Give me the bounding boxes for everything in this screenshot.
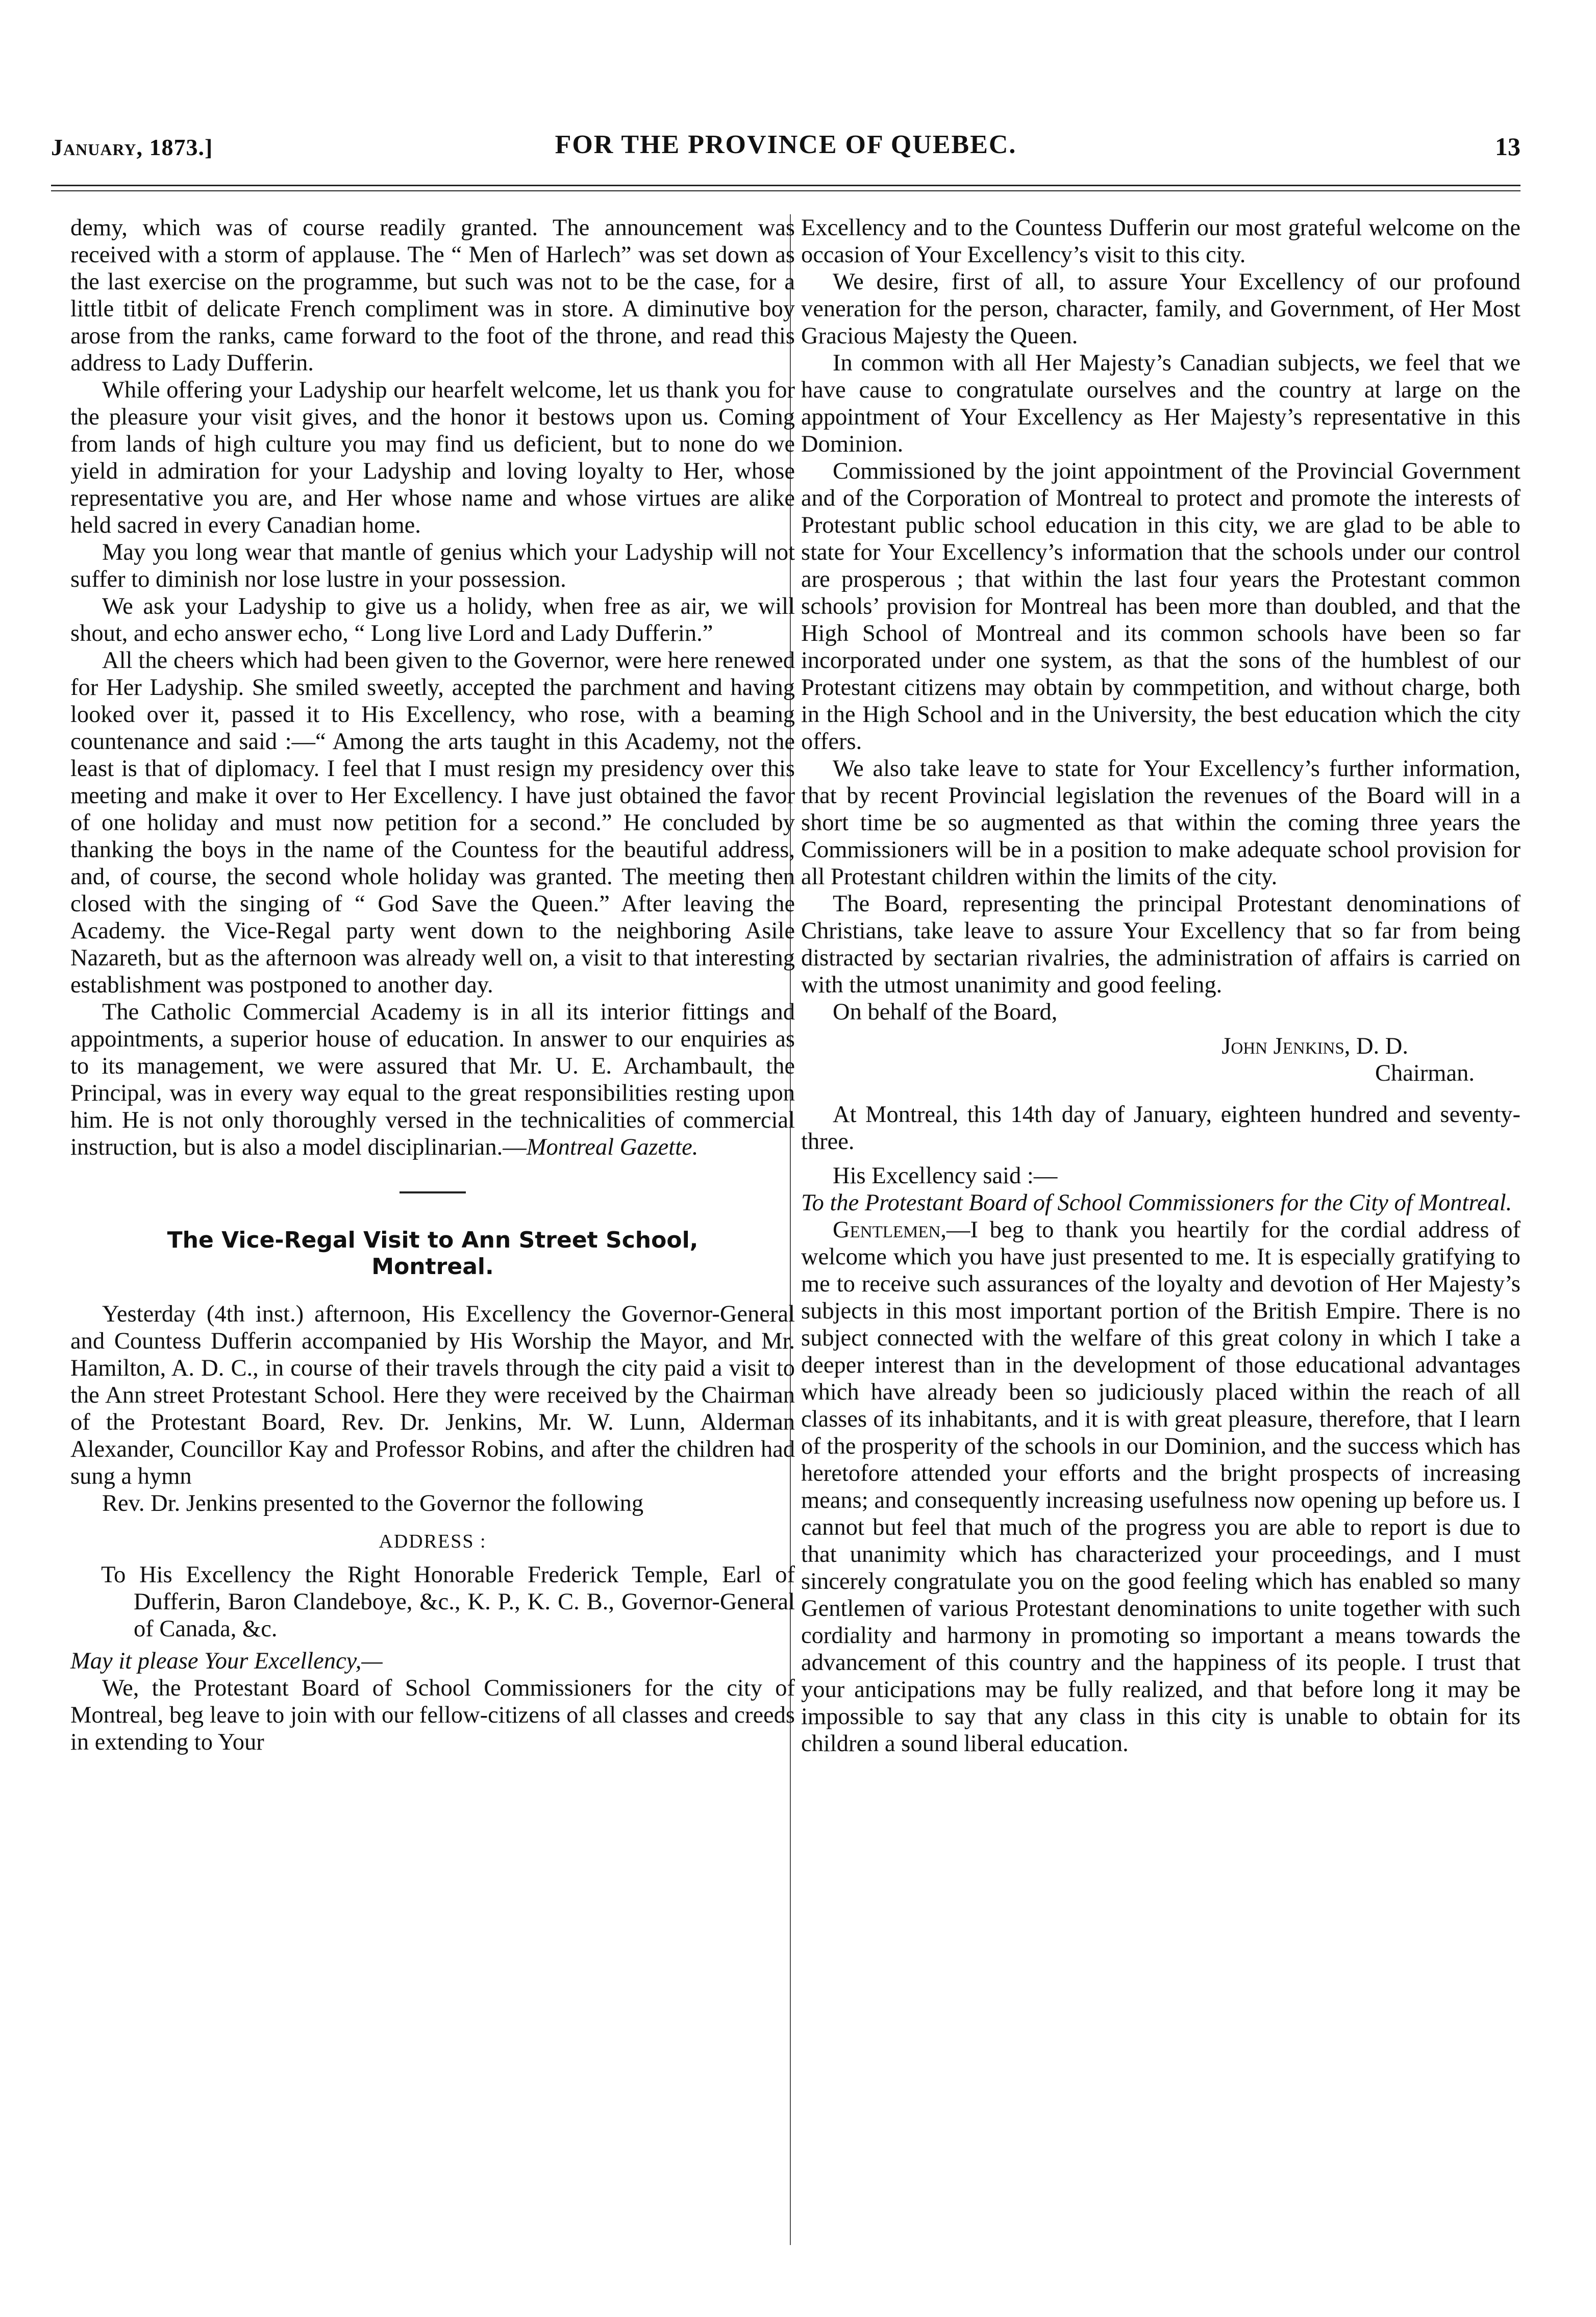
article-paragraph: While offering your Ladyship our hearfelt welcome, let us thank you for the pleasure your visit gives, and the honor it bestows upon us. Coming from lands of high culture you may find us deficient, but to none do we yield in admiration for your Ladyship and loving loyalty to Her, whose representative you are, and Her whose name and whose virtues are alike held sacred in every Canadian home. — [70, 377, 795, 538]
article-paragraph-text: The Catholic Commercial Academy is in all its interior fittings and appointments, a superior house of education. In answer to our enquiries as to its management, we were assured that Mr. U. E. Archambault, the Principal, was in every way equal to the great responsibilities resting upon him. He is not only thoroughly versed in the technicalities of commercial instruction, but is also a model disciplinarian.— — [70, 999, 795, 1160]
address-paragraph: We also take leave to state for Your Excellency’s further information, that by recent Provincial legislation the revenues of the Board will in a short time be so augmented as that within the coming three years the Commissioners will be in a position to make adequate school provision for all Protestant children within the limits of the city. — [801, 756, 1520, 890]
header-rule-top — [51, 185, 1520, 186]
article-paragraph: demy, which was of course readily granted. The announcement was received with a storm of applause. The “ Men of Harlech” was set down as the last exercise on the programme, but such was not to be the case, for a little titbit of delicate French compliment was in store. A diminutive boy arose from the ranks, came forward to the foot of the throne, and read this address to Lady Dufferin. — [70, 215, 795, 376]
right-column — [801, 214, 1520, 1757]
header-rule-bottom — [51, 190, 1520, 191]
header-title: FOR THE PROVINCE OF QUEBEC. — [555, 130, 1017, 159]
header-date: January, 1873.] — [51, 134, 213, 160]
article-paragraph: All the cheers which had been given to the Governor, were here renewed for Her Ladyship. She smiled sweetly, accepted the parchment and having looked over it, passed it to His Excellency, who rose, with a beaming countenance and said :—“ Among the arts taught in this Academy, not the least is that of diplomacy. I feel that I must resign my presidency over this meeting and make it over to Her Excellency. I have just obtained the favor of one holiday and must now petition for a second.” He concluded by thanking the boys in the name of the Countess for the beautiful address, and, of course, the second whole holiday was granted. The meeting then closed with the singing of “ God Save the Queen.” After leaving the Academy. the Vice-Regal party went down to the neighboring Asile Nazareth, but as the afternoon was already well on, a visit to that interesting establishment was postponed to another day. — [70, 647, 795, 998]
address-salutation: May it please Your Excellency,— — [70, 1648, 383, 1674]
article-paragraph: May you long wear that mantle of genius which your Ladyship will not suffer to diminish nor lose lustre in your possession. — [70, 539, 795, 592]
address-paragraph: In common with all Her Majesty’s Canadian subjects, we feel that we have cause to congratulate ourselves and the country at large on the appointment of Your Excellency as Her Majesty’s representative in this Dominion. — [801, 350, 1520, 457]
source-credit: Montreal Gazette. — [526, 1134, 699, 1160]
page-header — [51, 127, 1520, 167]
address-paragraph: We, the Protestant Board of School Commissioners for the city of Montreal, beg leave to join with our fellow-citizens of all classes and creeds in extending to Your — [70, 1675, 795, 1755]
address-caption: ADDRESS : — [379, 1531, 487, 1552]
section-title: The Vice-Regal Visit to Ann Street School, Montreal. — [167, 1227, 699, 1280]
section-separator — [400, 1191, 466, 1193]
article-paragraph-last — [70, 999, 795, 1161]
section-paragraph: Yesterday (4th inst.) afternoon, His Excellency the Governor-General and Countess Dufferin accompanied by His Worship the Mayor, and Mr. Hamilton, A. D. C., in course of their travels through the city paid a visit to the Ann street Protestant School. Here they were received by the Chairman of the Protestant Board, Rev. Dr. Jenkins, Mr. W. Lunn, Alderman Alexander, Councillor Kay and Professor Robins, and after the children had sung a hymn — [70, 1301, 795, 1489]
page-number: 13 — [1495, 132, 1520, 161]
address-closing: On behalf of the Board, — [833, 999, 1058, 1025]
section-paragraph: Rev. Dr. Jenkins presented to the Governor the following — [102, 1490, 644, 1516]
reply-text: —I beg to thank you heartily for the cordial address of welcome which you have just presented to me. It is especially gratifying to me to receive such assurances of the loyalty and devotion of Her Majesty’s subjects in this most important portion of the British Empire. There is no subject connected with the welfare of this great colony in which I take a deeper interest than in the development of those educational advantages which have already been so judiciously placed within the reach of all classes of its inhabitants, and it is with great pleasure, therefore, that I learn of the prosperity of the schools in our Dominion, and the success which has heretofore attended your efforts and the bright prospects of increasing means; and consequently increasing usefulness now opening up before us. I cannot but feel that much of the progress you are able to report is due to that unanimity which has characterized your proceedings, and I must sincerely congratulate you on the good feeling which has enabled so many Gentlemen of various Protestant denominations to unite together with such cordiality and harmony in promoting so important a means towards the advancement of this country and the happiness of its people. I trust that your anticipations may be fully realized, and that before long it may be impossible to say that any class in this city is unable to obtain for its children a sound liberal education. — [801, 1217, 1520, 1757]
reply-salutation: Gentlemen, — [833, 1217, 946, 1243]
address-paragraph: Commissioned by the joint appointment of the Provincial Government and of the Corporation of Montreal to protect and promote the interests of Protestant public school education in this city, we are glad to be able to state for Your Excellency’s information that the schools under our control are prosperous ; that within the last four years the Protestant common schools’ provision for Montreal has been more than doubled, and that the High School of Montreal and its common schools have been so far incorporated under one system, as that the sons of the humblest of our Protestant citizens may obtain by commpetition, and without charge, both in the High School and in the University, the best education which the city offers. — [801, 458, 1520, 755]
address-paragraph: Excellency and to the Countess Dufferin our most grateful welcome on the occasion of Your Excellency’s visit to this city. — [801, 215, 1520, 268]
address-paragraph: The Board, representing the principal Protestant denominations of Christians, take leave to assure Your Excellency that so far from being distracted by sectarian rivalries, the administration of affairs is carried on with the utmost unanimity and good feeling. — [801, 891, 1520, 998]
signature-title: Chairman. — [1375, 1060, 1475, 1086]
signature-name: John Jenkins, D. D. — [1221, 1033, 1408, 1059]
reply-recipient: To the Protestant Board of School Commissioners for the City of Montreal. — [801, 1190, 1512, 1216]
reply-intro: His Excellency said :— — [833, 1163, 1058, 1189]
address-recipient: To His Excellency the Right Honorable Frederick Temple, Earl of Dufferin, Baron Clandeboye, &c., K. P., K. C. B., Governor-General of Canada, &c. — [101, 1562, 795, 1642]
left-column — [70, 214, 795, 1756]
article-paragraph: We ask your Ladyship to give us a holidy, when free as air, we will shout, and echo answer echo, “ Long live Lord and Lady Dufferin.” — [70, 593, 795, 646]
address-paragraph: We desire, first of all, to assure Your Excellency of our profound veneration for the person, character, family, and Government, of Her Most Gracious Majesty the Queen. — [801, 269, 1520, 349]
dateline: At Montreal, this 14th day of January, eighteen hundred and seventy-three. — [801, 1102, 1520, 1155]
reply-paragraph — [801, 1216, 1520, 1757]
